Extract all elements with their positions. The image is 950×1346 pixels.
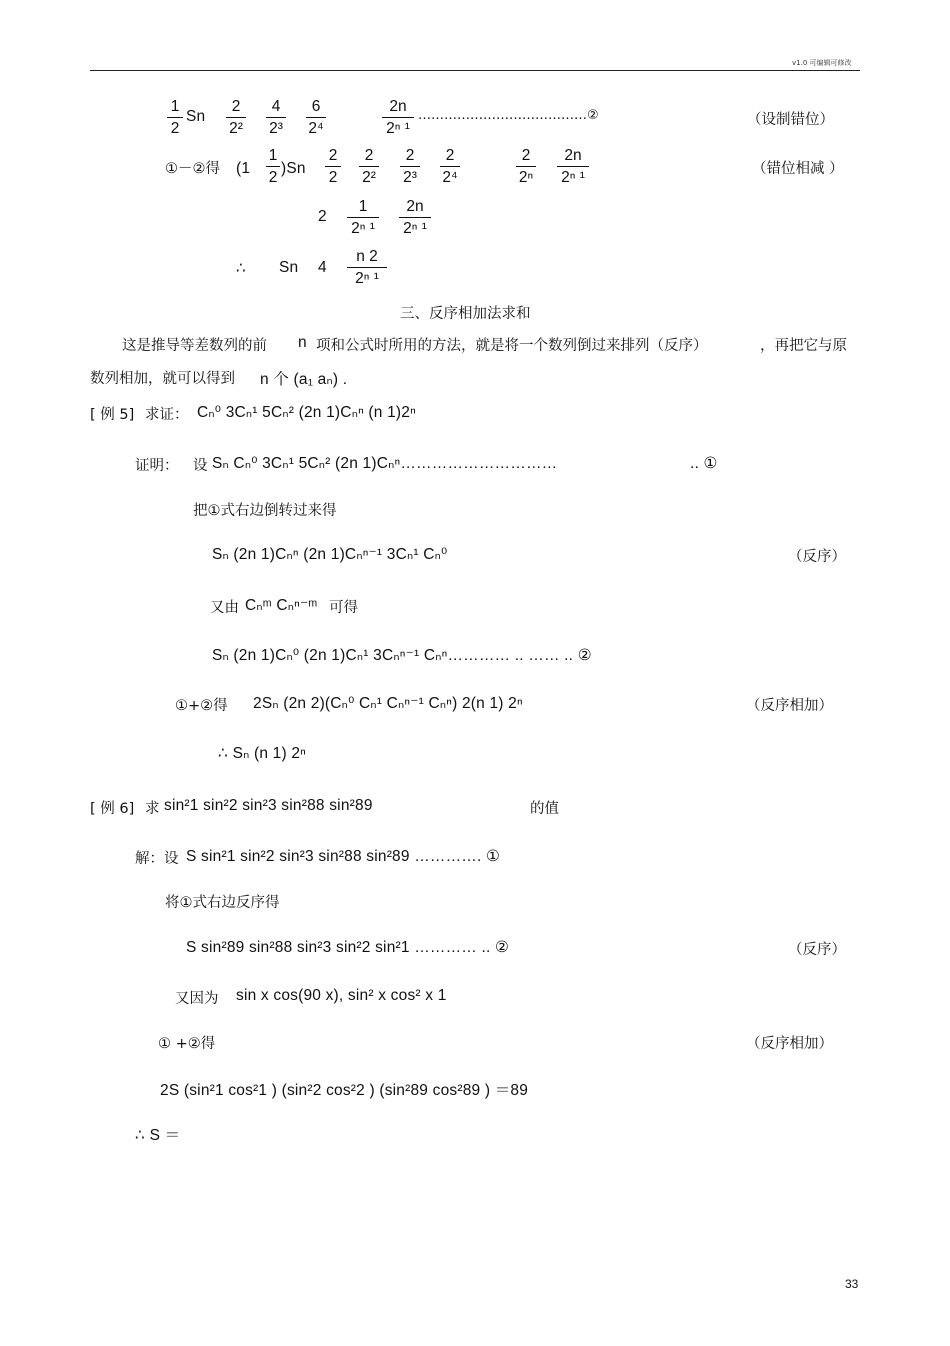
proof-let: 设 bbox=[193, 458, 208, 474]
example-6-label: [ 例 6] bbox=[90, 801, 135, 817]
since-label: 又因为 bbox=[175, 991, 219, 1007]
para-line1-b: 项和公式时所用的方法，就是将一个数列倒过来排列（反序） bbox=[316, 338, 708, 354]
example-6-tail: 的值 bbox=[530, 801, 559, 817]
sn-result: Sn bbox=[279, 259, 299, 276]
example-6-ask: 求 bbox=[145, 801, 160, 817]
proof-marker-1: .. ① bbox=[690, 455, 718, 472]
paren-close-sn: )Sn bbox=[281, 160, 306, 177]
fraction-2-over-2sq: 2 2² bbox=[226, 98, 246, 138]
fraction-d1: n 2 2ⁿ ¹ bbox=[347, 248, 387, 288]
fraction-b5: 2 2ⁿ bbox=[516, 147, 536, 187]
sum-formula: 2Sₙ (2n 2)(Cₙ⁰ Cₙ¹ Cₙⁿ⁻¹ Cₙⁿ) 2(n 1) 2ⁿ bbox=[253, 695, 523, 712]
fraction-b0: 1 2 bbox=[266, 147, 280, 187]
example-6-formula: sin²1 sin²2 sin²3 sin²88 sin²89 bbox=[164, 797, 373, 814]
fraction-6-over-2pow4: 6 2⁴ bbox=[306, 98, 326, 138]
section-title-reverse-add: 三、反序相加法求和 bbox=[400, 306, 531, 322]
solution-label: 解：设 bbox=[135, 851, 179, 867]
note-reverse: （反序） bbox=[788, 549, 846, 565]
double-s-formula: 2S (sin²1 cos²1 ) (sin²2 cos²2 ) (sin²89 cos²89 ) ＝89 bbox=[160, 1082, 529, 1099]
fraction-c2: 2n 2ⁿ ¹ bbox=[399, 198, 431, 238]
term-4: 4 bbox=[318, 259, 327, 276]
fraction-b6: 2n 2ⁿ ¹ bbox=[557, 147, 589, 187]
fraction-2n-over-2n1: 2n 2ⁿ ¹ bbox=[382, 98, 414, 138]
trig-identity: sin x cos(90 x), sin² x cos² x 1 bbox=[236, 987, 447, 1004]
combination-identity: Cₙᵐ Cₙⁿ⁻ᵐ bbox=[245, 597, 318, 614]
also-obtain-label: 可得 bbox=[329, 600, 358, 616]
para-line1-n: n bbox=[298, 334, 307, 351]
note-reverse-add: （反序相加） bbox=[746, 698, 833, 714]
term-2: 2 bbox=[318, 208, 327, 225]
reversed-formula: Sₙ (2n 1)Cₙⁿ (2n 1)Cₙⁿ⁻¹ 3Cₙ¹ Cₙ⁰ bbox=[212, 546, 448, 563]
page-number: 33 bbox=[845, 1277, 859, 1291]
solution-formula-1: S sin²1 sin²2 sin²3 sin²88 sin²89 …………. ① bbox=[186, 848, 501, 865]
fraction-half: 1 2 bbox=[167, 98, 183, 138]
note-reverse-6: （反序） bbox=[788, 942, 846, 958]
sum-step-label: ①+②得 bbox=[175, 698, 228, 714]
solution-formula-2: S sin²89 sin²88 sin²3 sin²2 sin²1 ………… .. ② bbox=[186, 939, 510, 956]
reverse-instruction: 将①式右边反序得 bbox=[165, 895, 280, 911]
step-subtract-label: ①－②得 bbox=[165, 161, 220, 177]
flip-instruction: 把①式右边倒转过来得 bbox=[193, 503, 337, 519]
proof-formula-2: Sₙ (2n 1)Cₙ⁰ (2n 1)Cₙ¹ 3Cₙⁿ⁻¹ Cₙⁿ………… .. …… .. ② bbox=[212, 647, 592, 664]
therefore-symbol: ∴ bbox=[236, 260, 247, 277]
sn-term: Sn bbox=[186, 108, 206, 125]
add-step-label: ① +②得 bbox=[158, 1036, 216, 1052]
note-reverse-add-6: （反序相加） bbox=[746, 1036, 833, 1052]
fraction-c1: 1 2ⁿ ¹ bbox=[347, 198, 379, 238]
fraction-b1: 2 2 bbox=[325, 147, 341, 187]
fraction-b2: 2 2² bbox=[359, 147, 379, 187]
note-set-shift: （设制错位） bbox=[747, 112, 834, 128]
proof-label: 证明： bbox=[135, 458, 179, 474]
example-5-label: [ 例 5] bbox=[90, 407, 135, 423]
proof-formula-1: Sₙ Cₙ⁰ 3Cₙ¹ 5Cₙ² (2n 1)Cₙⁿ………………………… bbox=[212, 455, 558, 472]
also-from-label: 又由 bbox=[210, 600, 239, 616]
header-version-note: v1.0 可编辑可修改 bbox=[792, 59, 852, 67]
example-5-formula: Cₙ⁰ 3Cₙ¹ 5Cₙ² (2n 1)Cₙⁿ (n 1)2ⁿ bbox=[197, 404, 416, 421]
para-line1-c: ，再把它与原 bbox=[760, 338, 847, 354]
note-shift-subtract: （错位相减 ） bbox=[752, 161, 844, 177]
para-line1-a: 这是推导等差数列的前 bbox=[122, 338, 267, 354]
paren-open: (1 bbox=[236, 160, 251, 177]
para-line2: 数列相加，就可以得到 bbox=[90, 371, 235, 387]
dots-label-2: …………………………………② bbox=[418, 108, 599, 123]
proof-result: ∴ Sₙ (n 1) 2ⁿ bbox=[218, 745, 307, 762]
para-line2-math: n 个 (a₁ aₙ) . bbox=[260, 371, 348, 388]
header-rule bbox=[90, 70, 860, 71]
fraction-4-over-2cube: 4 2³ bbox=[266, 98, 286, 138]
example-5-prove: 求证： bbox=[145, 407, 189, 423]
fraction-b4: 2 2⁴ bbox=[440, 147, 460, 187]
final-answer: ∴ S ＝ bbox=[135, 1127, 181, 1144]
fraction-b3: 2 2³ bbox=[400, 147, 420, 187]
